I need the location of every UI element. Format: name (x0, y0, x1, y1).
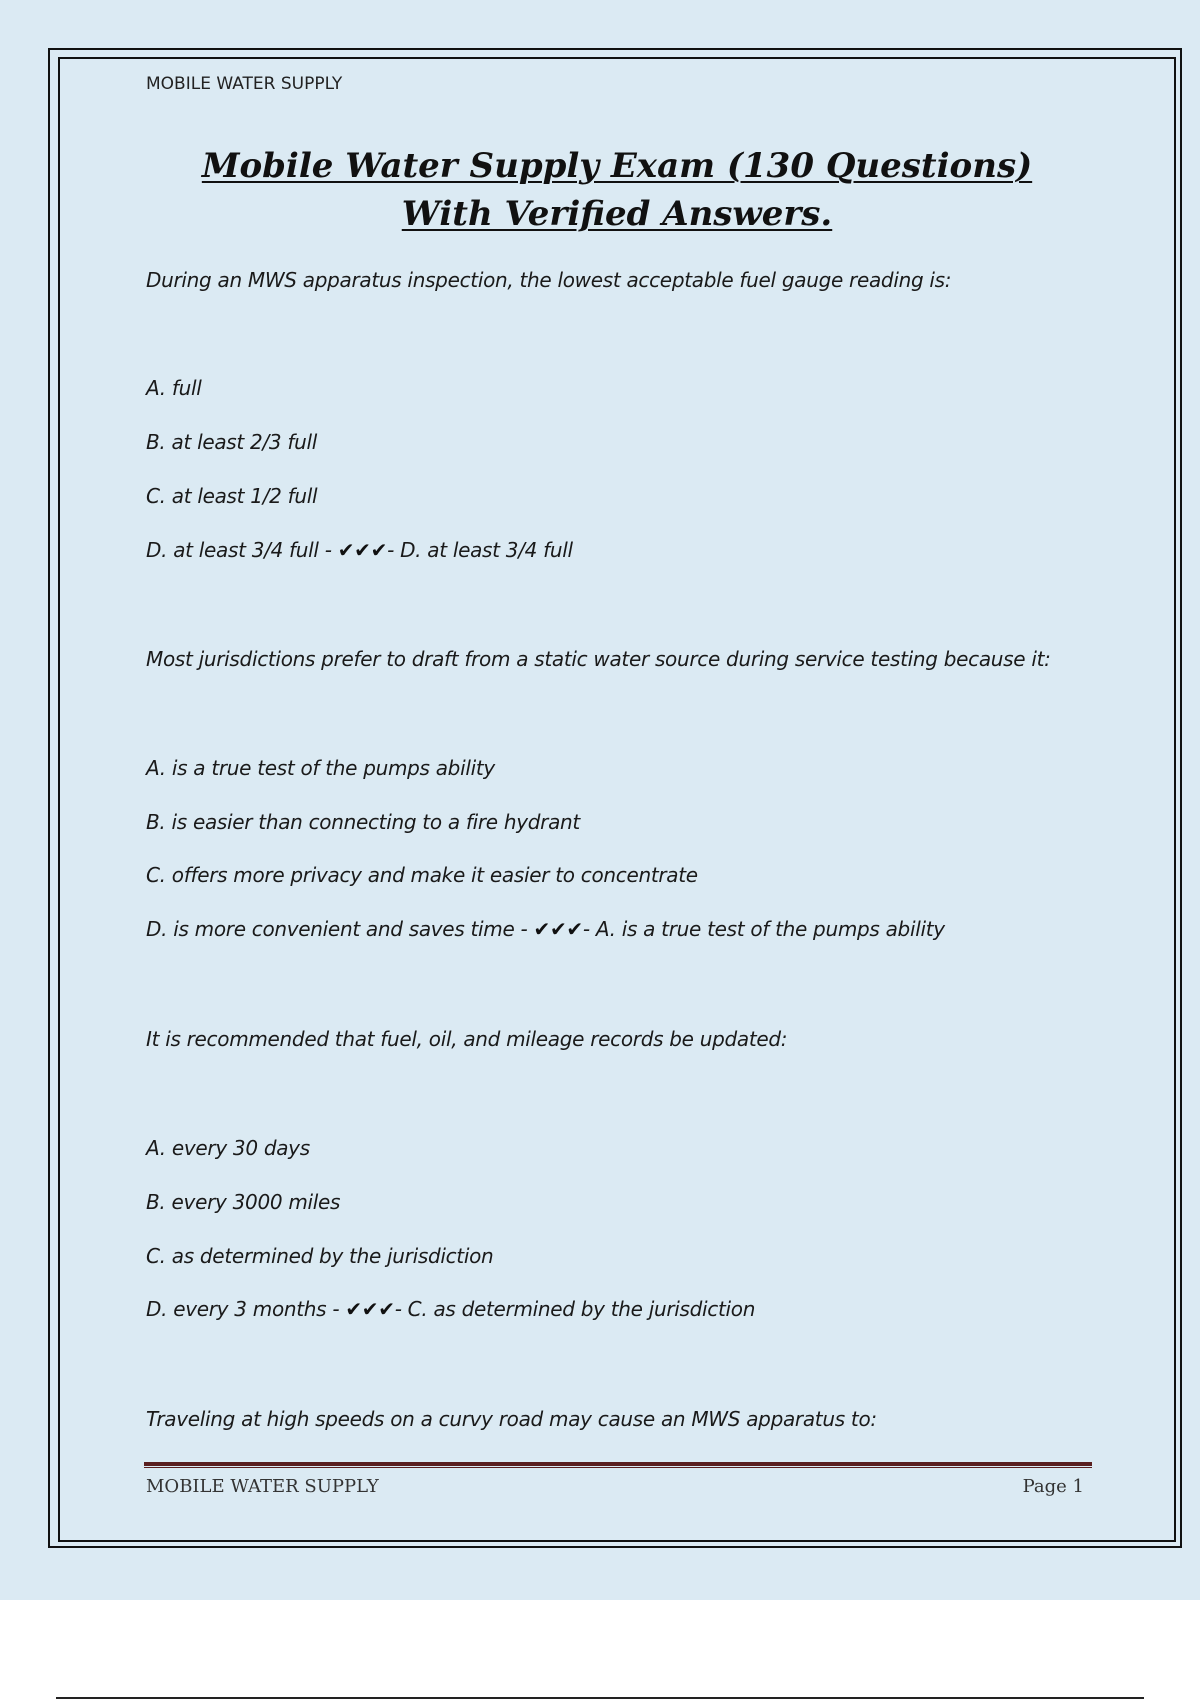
footer-rule (144, 1462, 1092, 1468)
question-3-prompt: It is recommended that fuel, oil, and mileage records be updated: (146, 1027, 788, 1051)
document-title (146, 142, 1088, 238)
question-4-prompt: Traveling at high speeds on a curvy road may cause an MWS apparatus to: (146, 1407, 877, 1431)
question-2-prompt: Most jurisdictions prefer to draft from a static water source during service testing because it: (146, 647, 1051, 671)
title-line-2: With Verified Answers. (401, 194, 833, 234)
question-1-option-c: C. at least 1/2 full (146, 484, 318, 508)
verified-answer: - A. is a true test of the pumps ability (582, 917, 945, 941)
question-2-option-a: A. is a true test of the pumps ability (146, 756, 495, 780)
check-icon: ✔✔✔ (533, 917, 583, 941)
question-1-prompt: During an MWS apparatus inspection, the lowest acceptable fuel gauge reading is: (146, 268, 952, 292)
question-3-option-d (146, 1297, 755, 1321)
option-text: D. is more convenient and saves time - (146, 917, 534, 941)
check-icon: ✔✔✔ (337, 538, 388, 562)
page-number: Page 1 (1022, 1476, 1084, 1497)
running-header: MOBILE WATER SUPPLY (146, 74, 343, 94)
question-3-option-a: A. every 30 days (146, 1136, 310, 1160)
question-1-option-a: A. full (146, 376, 202, 400)
verified-answer: - C. as determined by the jurisdiction (394, 1297, 756, 1321)
question-1-option-b: B. at least 2/3 full (146, 430, 318, 454)
title-line-1: Mobile Water Supply Exam (130 Questions) (201, 146, 1033, 186)
next-page-rule (56, 1697, 1144, 1699)
question-2-option-d (146, 917, 945, 941)
question-3-option-c: C. as determined by the jurisdiction (146, 1244, 494, 1268)
question-3-option-b: B. every 3000 miles (146, 1190, 341, 1214)
option-text: D. at least 3/4 full - (146, 538, 338, 562)
verified-answer: - D. at least 3/4 full (387, 538, 573, 562)
question-2-option-c: C. offers more privacy and make it easier to concentrate (146, 863, 698, 887)
footer-title: MOBILE WATER SUPPLY (146, 1476, 379, 1497)
question-1-option-d (146, 538, 573, 562)
option-text: D. every 3 months - (146, 1297, 346, 1321)
question-2-option-b: B. is easier than connecting to a fire hydrant (146, 810, 580, 834)
check-icon: ✔✔✔ (345, 1297, 395, 1321)
